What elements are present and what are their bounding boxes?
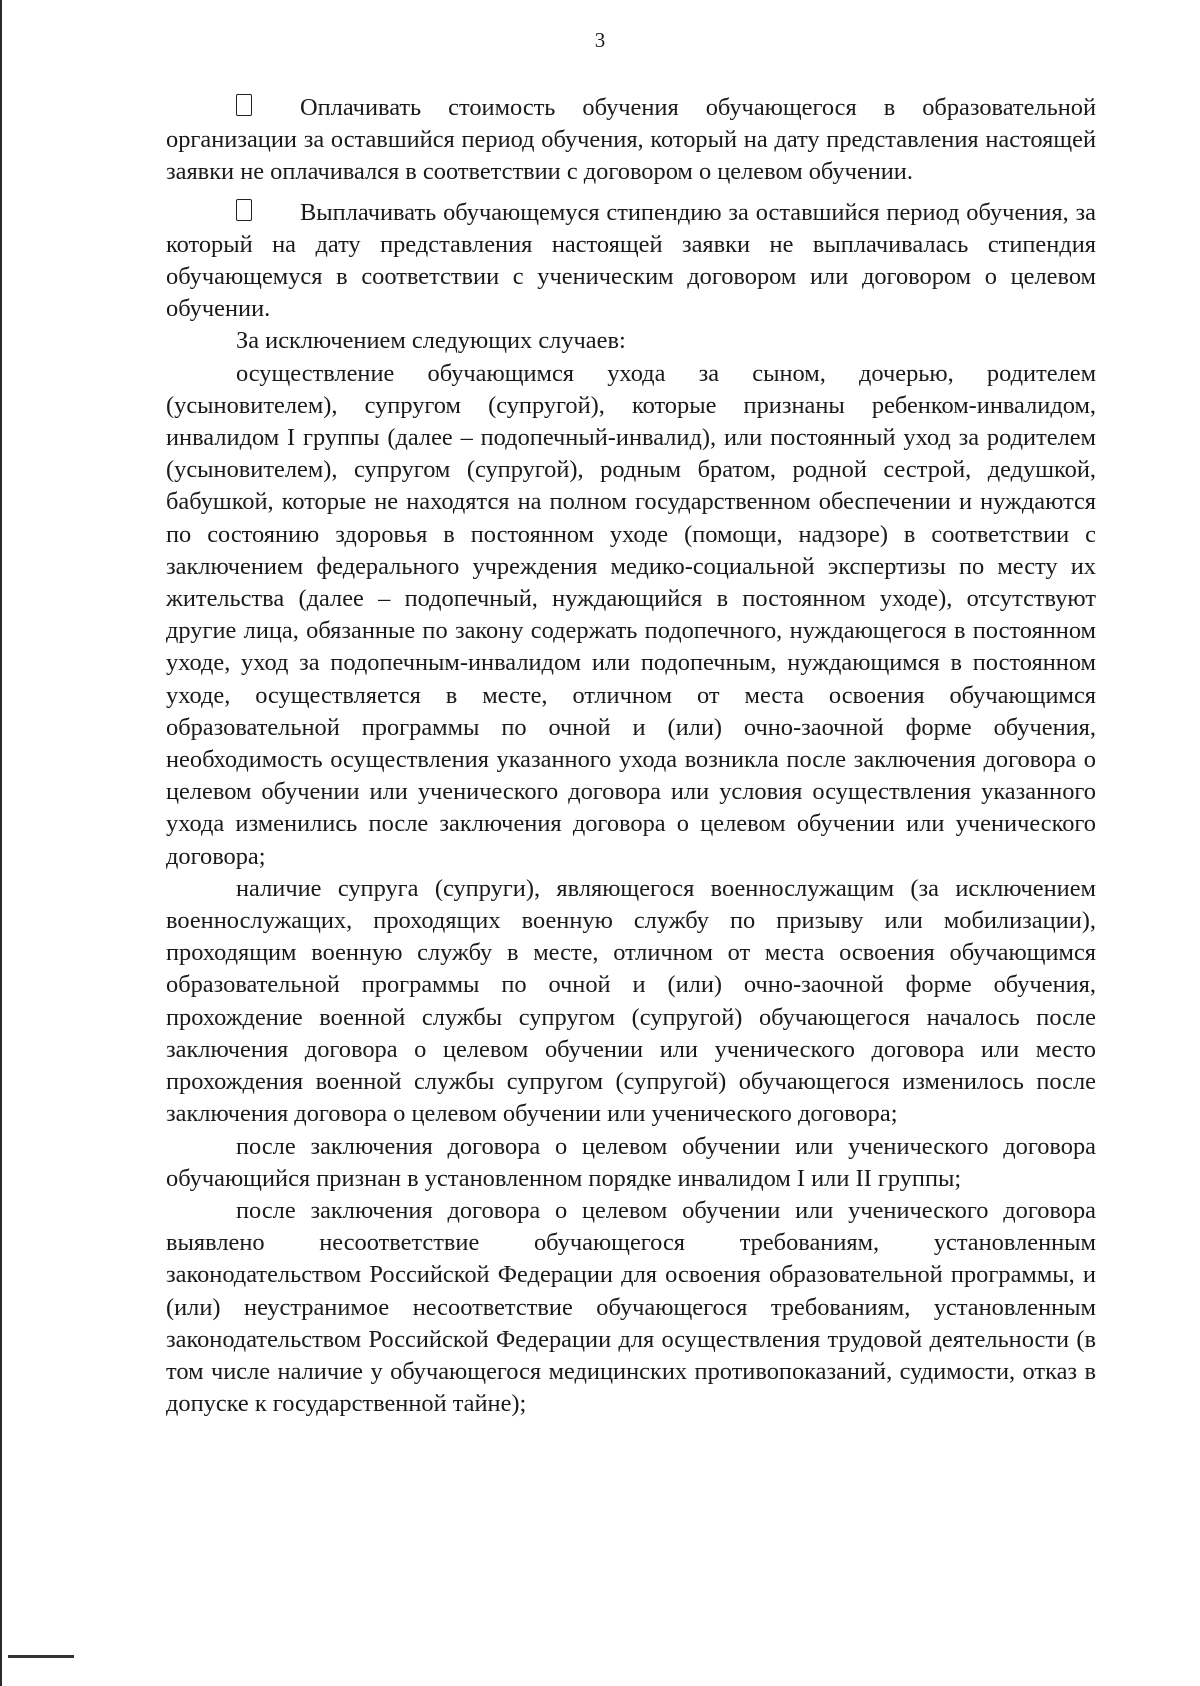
page-number: 3 [594,28,606,52]
exception-disability: после заключения договора о целевом обучении или ученического договора обучающийся признан в установленном порядке инвалидом I или II группы; [166,1132,1096,1192]
option-pay-tuition-text: Оплачивать стоимость обучения обучающегося в образовательной организации за оставшийся период обучения, который на дату представления настоящей заявки не оплачивался в соответствии с договором о целевом обучении. [166,94,1096,186]
checkbox-icon[interactable] [236,199,252,221]
document-body [166,92,1096,1420]
option-pay-stipend [166,197,1096,326]
exceptions-heading: За исключением следующих случаев: [236,327,626,355]
exception-military-spouse: наличие супруга (супруги), являющегося военнослужащим (за исключением военнослужащих, проходящих военную службу по призыву или мобилизации), проходящим военную службу в месте, отличном от места освоения обучающимся образовательной программы по очной и (или) очно-заочной форме обучения, прохождение военной службы супругом (супругой) обучающегося началось после заключения договора о целевом обучении или ученического договора или место прохождения военной службы супругом (супругой) обучающегося изменилось после заключения договора о целевом обучении или ученического договора; [166,874,1096,1128]
option-pay-tuition [166,92,1096,189]
scan-left-edge [0,0,2,1686]
exception-care: осуществление обучающимся ухода за сыном, дочерью, родителем (усыновителем), супругом (супругой), которые признаны ребенком-инвалидом, инвалидом I группы (далее – подопечный-инвалид), или постоянный уход за родителем (усыновителем), супругом (супругой), родным братом, родной сестрой, дедушкой, бабушкой, которые не находятся на полном государственном обеспечении и нуждаются по состоянию здоровья в постоянном уходе (помощи, надзоре) в соответствии с заключением федерального учреждения медико-социальной экспертизы по месту их жительства (далее – подопечный, нуждающийся в постоянном уходе), отсутствуют другие лица, обязанные по закону содержать подопечного, нуждающегося в постоянном уходе, уход за подопечным-инвалидом или подопечным, нуждающимся в постоянном уходе, осуществляется в месте, отличном от места освоения обучающимся образовательной программы по очной и (или) очно-заочной форме обучения, необходимость осуществления указанного ухода возникла после заключения договора о целевом обучении или ученического договора или условия осуществления указанного ухода изменились после заключения договора о целевом обучении или ученического договора; [166,359,1096,870]
option-pay-stipend-text: Выплачивать обучающемуся стипендию за оставшийся период обучения, за который на дату представления настоящей заявки не выплачивалась стипендия обучающемуся в соответствии с ученическим договором или договором о целевом обучении. [166,198,1096,323]
exception-requirements: после заключения договора о целевом обучении или ученического договора выявлено несоответствие обучающегося требованиям, установленным законодательством Российской Федерации для освоения образовательной программы, и (или) неустранимое несоответствие обучающегося требованиям, установленным законодательством Российской Федерации для осуществления трудовой деятельности (в том числе наличие у обучающегося медицинских противопоказаний, судимости, отказ в допуске к государственной тайне); [166,1196,1096,1418]
checkbox-icon[interactable] [236,94,252,116]
scan-artifact-line [8,1655,74,1658]
